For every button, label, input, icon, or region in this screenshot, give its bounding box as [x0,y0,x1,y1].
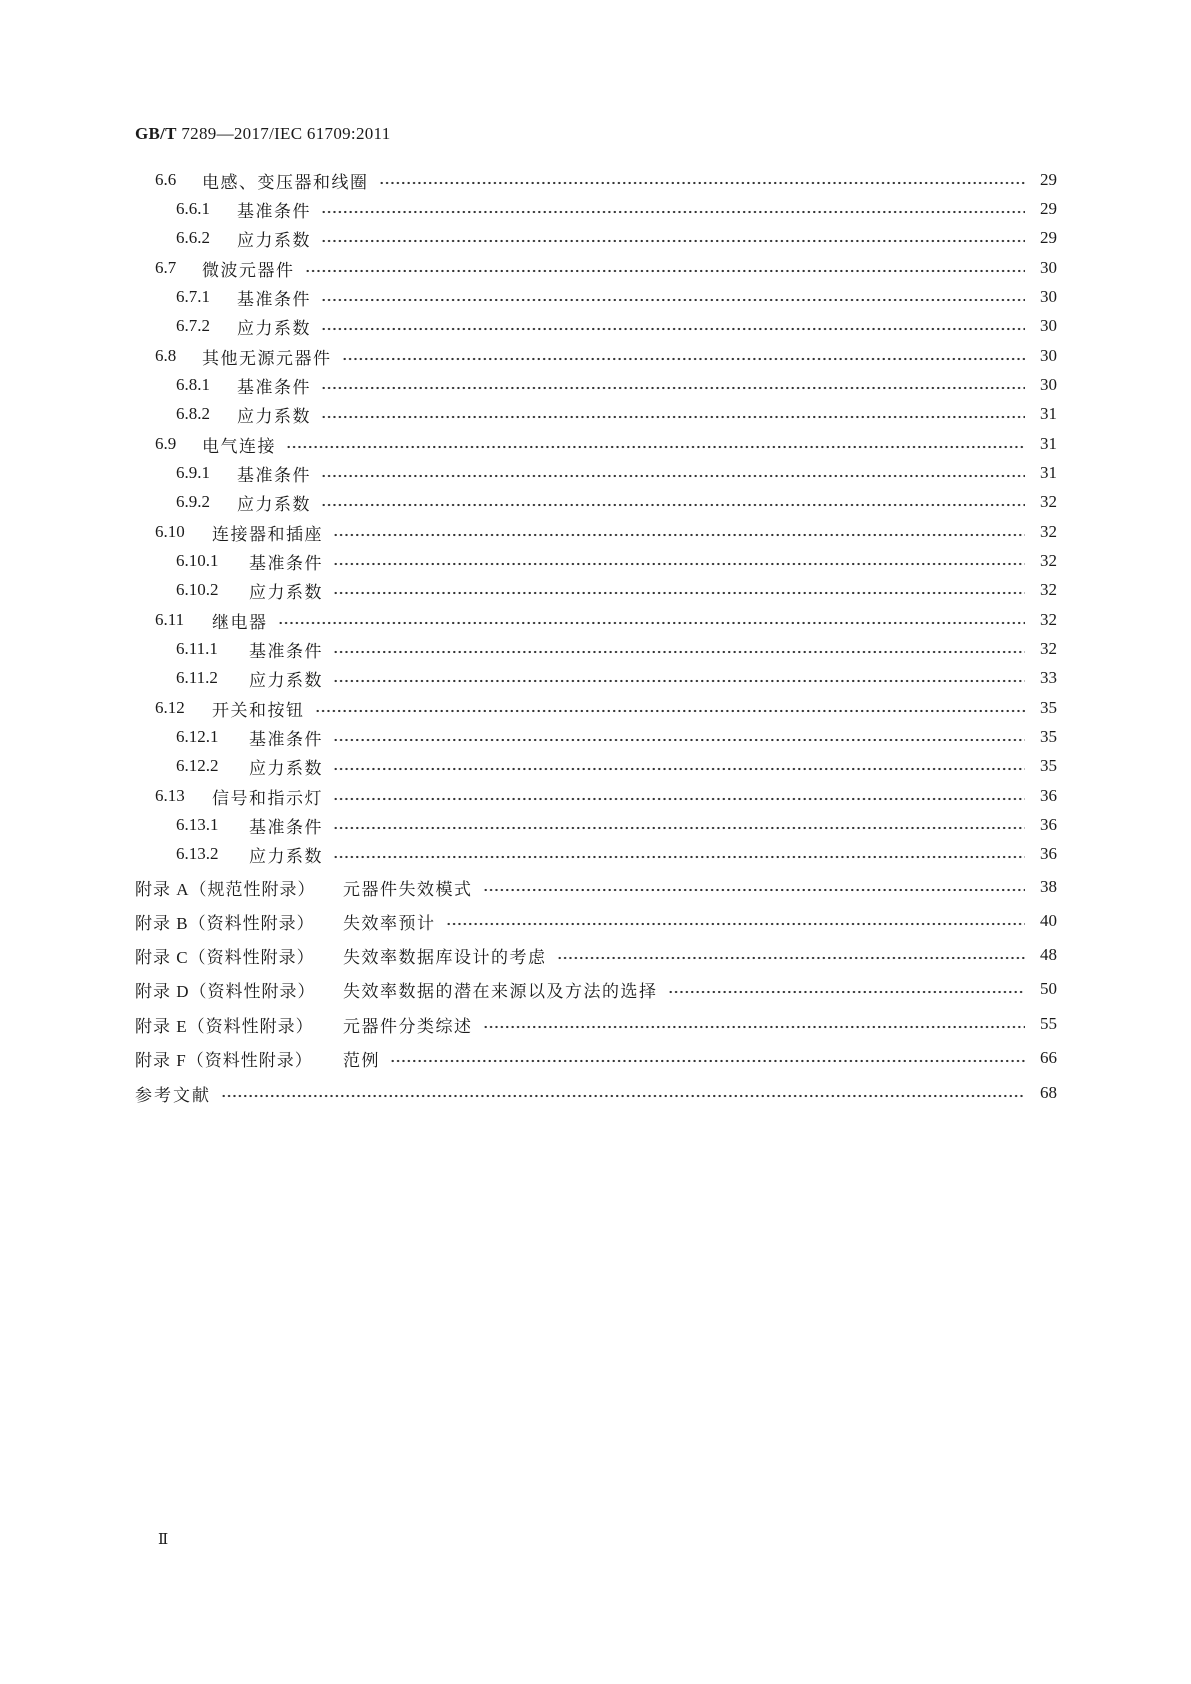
leader-dots [333,642,1025,656]
toc-entry[interactable] [176,460,1057,486]
leader-dots [379,173,1026,187]
toc-page: 35 [1040,727,1057,746]
toc-number: 6.12.1 [176,727,219,746]
toc-title: 其他无源元器件 [202,348,332,369]
leader-dots [483,1017,1026,1031]
toc-page: 66 [1040,1048,1057,1067]
toc-entry[interactable] [176,196,1057,222]
toc-page: 40 [1040,911,1057,930]
toc-page: 36 [1040,844,1057,863]
toc-number: 6.13.2 [176,844,219,863]
toc-page: 36 [1040,815,1057,834]
standard-number: 7289—2017/IEC 61709:2011 [176,124,391,143]
standard-header [135,124,391,144]
toc-page: 32 [1040,610,1057,629]
toc-title: 电气连接 [202,436,276,457]
leader-dots [321,231,1025,245]
toc-entry[interactable] [155,255,1057,281]
appendix-label: 附录 D（资料性附录） [135,981,316,1001]
leader-dots [321,407,1025,421]
leader-dots [321,202,1025,216]
leader-dots [483,880,1026,894]
toc-page: 30 [1040,316,1057,335]
toc-number: 6.7.1 [176,287,210,306]
toc-page: 29 [1040,228,1057,247]
toc-title: 应力系数 [249,846,323,867]
toc-title: 电感、变压器和线圈 [202,172,369,193]
toc-page: 68 [1040,1083,1057,1102]
toc-number: 6.10.2 [176,580,219,599]
toc-page: 31 [1040,463,1057,482]
leader-dots [333,759,1025,773]
toc-page: 38 [1040,877,1057,896]
toc-number: 6.11 [155,610,185,629]
toc-title: 失效率数据库设计的考虑 [343,947,547,968]
toc-page: 32 [1040,522,1057,541]
toc-appendix-entry[interactable] [135,1011,1057,1037]
toc-title: 基准条件 [249,553,323,574]
toc-page: 29 [1040,170,1057,189]
leader-dots [315,701,1026,715]
toc-number: 6.10 [155,522,185,541]
toc-entry[interactable] [176,225,1057,251]
toc-page: 35 [1040,698,1057,717]
leader-dots [321,319,1025,333]
appendix-label: 附录 A（规范性附录） [135,879,316,899]
toc-entry[interactable] [155,607,1057,633]
toc-entry[interactable] [176,313,1057,339]
toc-title: 元器件分类综述 [343,1016,473,1037]
toc-number: 6.12.2 [176,756,219,775]
toc-page: 36 [1040,786,1057,805]
toc-title: 连接器和插座 [212,524,323,545]
toc-title: 开关和按钮 [212,700,305,721]
toc-page: 29 [1040,199,1057,218]
toc-title: 失效率数据的潜在来源以及方法的选择 [343,981,658,1002]
toc-page: 30 [1040,375,1057,394]
toc-number: 6.12 [155,698,185,717]
toc-page: 30 [1040,287,1057,306]
leader-dots [557,948,1026,962]
toc-appendix-entry[interactable] [135,976,1057,1002]
toc-number: 6.8.2 [176,404,210,423]
toc-number: 6.10.1 [176,551,219,570]
toc-title: 范例 [343,1050,380,1071]
toc-title: 应力系数 [249,670,323,691]
toc-references-entry[interactable] [135,1080,1057,1106]
toc-page: 30 [1040,346,1057,365]
leader-dots [221,1086,1025,1100]
toc-page: 35 [1040,756,1057,775]
toc-entry[interactable] [176,284,1057,310]
toc-entry[interactable] [155,519,1057,545]
toc-title: 信号和指示灯 [212,788,323,809]
leader-dots [333,554,1025,568]
toc-entry[interactable] [155,343,1057,369]
toc-number: 6.6 [155,170,177,189]
page-number: Ⅱ [158,1532,169,1548]
toc-entry[interactable] [176,401,1057,427]
toc-title: 基准条件 [237,465,311,486]
leader-dots [333,789,1025,803]
leader-dots [321,466,1025,480]
toc-entry[interactable] [176,812,1057,838]
leader-dots [333,671,1025,685]
toc-title: 基准条件 [249,641,323,662]
leader-dots [333,583,1025,597]
appendix-label: 附录 F（资料性附录） [135,1050,313,1070]
toc-page: 50 [1040,979,1057,998]
toc-title: 应力系数 [237,318,311,339]
toc-number: 6.9 [155,434,177,453]
toc-number: 6.13 [155,786,185,805]
leader-dots [342,349,1026,363]
leader-dots [278,613,1026,627]
toc-number: 6.7 [155,258,177,277]
toc-number: 6.11.2 [176,668,218,687]
toc-number: 6.6.2 [176,228,210,247]
toc-entry[interactable] [155,167,1057,193]
toc-entry[interactable] [176,372,1057,398]
toc-appendix-entry[interactable] [135,874,1057,900]
toc-title: 应力系数 [237,230,311,251]
toc-title: 应力系数 [249,582,323,603]
toc-appendix-entry[interactable] [135,908,1057,934]
toc-number: 6.11.1 [176,639,218,658]
leader-dots [390,1051,1025,1065]
toc-number: 6.13.1 [176,815,219,834]
toc-title: 失效率预计 [343,913,436,934]
toc-page: 55 [1040,1014,1057,1033]
toc-entry[interactable] [176,665,1057,691]
toc-page: 32 [1040,492,1057,511]
toc-title: 应力系数 [237,406,311,427]
toc-entry[interactable] [155,783,1057,809]
leader-dots [321,378,1025,392]
toc-entry[interactable] [176,636,1057,662]
toc-title: 继电器 [212,612,268,633]
leader-dots [333,730,1025,744]
toc-title: 基准条件 [249,729,323,750]
leader-dots [446,914,1026,928]
standard-code: GB/T [135,124,177,143]
toc-number: 6.9.2 [176,492,210,511]
leader-dots [321,290,1025,304]
leader-dots [305,261,1026,275]
toc-entry[interactable] [176,753,1057,779]
toc-page: 48 [1040,945,1057,964]
toc-page: 32 [1040,580,1057,599]
toc-title: 基准条件 [237,289,311,310]
leader-dots [333,818,1025,832]
toc-page: 30 [1040,258,1057,277]
toc-page: 31 [1040,434,1057,453]
appendix-label: 附录 C（资料性附录） [135,947,315,967]
leader-dots [321,495,1025,509]
toc-entry[interactable] [155,431,1057,457]
appendix-label: 附录 E（资料性附录） [135,1016,314,1036]
toc-number: 6.6.1 [176,199,210,218]
toc-title: 应力系数 [237,494,311,515]
leader-dots [333,525,1025,539]
toc-entry[interactable] [155,695,1057,721]
toc-number: 6.7.2 [176,316,210,335]
leader-dots [668,982,1026,996]
toc-title: 元器件失效模式 [343,879,473,900]
toc-title: 基准条件 [237,377,311,398]
toc-entry[interactable] [176,548,1057,574]
toc-title: 基准条件 [237,201,311,222]
toc-page: 31 [1040,404,1057,423]
toc-entry[interactable] [176,841,1057,867]
toc-number: 6.9.1 [176,463,210,482]
toc-title: 基准条件 [249,817,323,838]
toc-entry[interactable] [176,489,1057,515]
appendix-label: 附录 B（资料性附录） [135,913,315,933]
references-label: 参考文献 [135,1085,211,1106]
toc-title: 微波元器件 [202,260,295,281]
leader-dots [333,847,1025,861]
toc-title: 应力系数 [249,758,323,779]
toc-page: 33 [1040,668,1057,687]
toc-appendix-entry[interactable] [135,1045,1057,1071]
toc-number: 6.8.1 [176,375,210,394]
toc-entry[interactable] [176,724,1057,750]
toc-number: 6.8 [155,346,177,365]
toc-entry[interactable] [176,577,1057,603]
toc-page: 32 [1040,639,1057,658]
toc-appendix-entry[interactable] [135,942,1057,968]
leader-dots [286,437,1025,451]
toc-page: 32 [1040,551,1057,570]
